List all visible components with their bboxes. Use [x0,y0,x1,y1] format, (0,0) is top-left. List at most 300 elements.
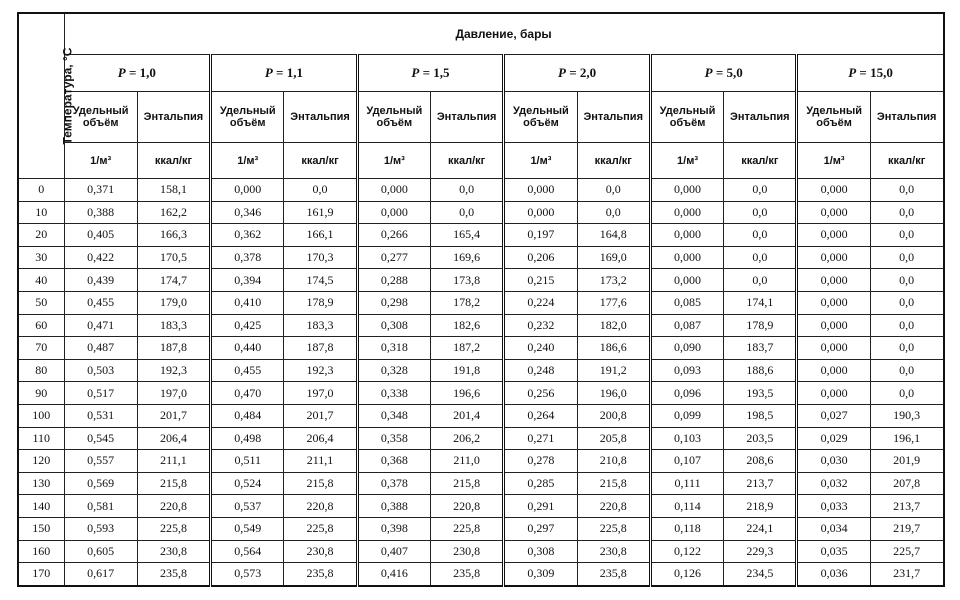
enthalpy-cell: 192,3 [284,359,357,382]
volume-cell: 0,338 [357,382,430,405]
volume-cell: 0,122 [650,540,723,563]
pressure-group-header [64,55,211,92]
enthalpy-cell: 0,0 [724,246,797,269]
enthalpy-cell: 0,0 [870,314,943,337]
volume-cell: 0,000 [650,201,723,224]
temperature-cell: 60 [18,314,64,337]
pressure-group-header [211,55,358,92]
volume-unit: 1/м³ [650,143,723,179]
table-row [18,337,944,360]
volume-unit: 1/м³ [504,143,577,179]
table-row [18,472,944,495]
enthalpy-cell: 231,7 [870,563,943,586]
volume-cell: 0,206 [504,246,577,269]
volume-cell: 0,266 [357,224,430,247]
pressure-value: 2,0 [579,65,597,80]
volume-cell: 0,545 [64,427,137,450]
pressure-group-header [357,55,504,92]
header-row-pressures [18,55,944,92]
enthalpy-cell: 0,0 [724,179,797,202]
volume-cell: 0,271 [504,427,577,450]
volume-cell: 0,029 [797,427,870,450]
enthalpy-cell: 187,2 [430,337,503,360]
volume-cell: 0,264 [504,404,577,427]
volume-cell: 0,328 [357,359,430,382]
volume-cell: 0,000 [650,269,723,292]
enthalpy-cell: 198,5 [724,404,797,427]
enthalpy-cell: 183,7 [724,337,797,360]
volume-cell: 0,388 [64,201,137,224]
enthalpy-cell: 173,8 [430,269,503,292]
volume-cell: 0,090 [650,337,723,360]
volume-cell: 0,036 [797,563,870,586]
volume-cell: 0,035 [797,540,870,563]
volume-cell: 0,000 [504,179,577,202]
volume-cell: 0,118 [650,517,723,540]
enthalpy-unit: ккал/кг [284,143,357,179]
enthalpy-cell: 0,0 [430,179,503,202]
enthalpy-cell: 182,0 [577,314,650,337]
temperature-cell: 0 [18,179,64,202]
volume-cell: 0,617 [64,563,137,586]
volume-cell: 0,487 [64,337,137,360]
specific-volume-header: Удельный объём [211,92,284,143]
equals-sign: = [272,65,287,80]
enthalpy-cell: 182,6 [430,314,503,337]
volume-cell: 0,549 [211,517,284,540]
volume-cell: 0,232 [504,314,577,337]
volume-cell: 0,439 [64,269,137,292]
volume-unit: 1/м³ [357,143,430,179]
volume-cell: 0,291 [504,495,577,518]
enthalpy-cell: 220,8 [284,495,357,518]
enthalpy-cell: 179,0 [137,291,210,314]
table-row [18,201,944,224]
enthalpy-cell: 164,8 [577,224,650,247]
volume-cell: 0,107 [650,450,723,473]
enthalpy-cell: 200,8 [577,404,650,427]
volume-cell: 0,087 [650,314,723,337]
enthalpy-cell: 0,0 [284,179,357,202]
pressure-header: Давление, бары [64,13,944,55]
volume-cell: 0,114 [650,495,723,518]
volume-cell: 0,581 [64,495,137,518]
volume-cell: 0,573 [211,563,284,586]
enthalpy-cell: 213,7 [870,495,943,518]
table-row [18,540,944,563]
volume-cell: 0,425 [211,314,284,337]
table-row [18,246,944,269]
table-row [18,291,944,314]
enthalpy-cell: 235,8 [577,563,650,586]
temperature-cell: 170 [18,563,64,586]
enthalpy-cell: 211,1 [284,450,357,473]
volume-cell: 0,030 [797,450,870,473]
equals-sign: = [419,65,434,80]
volume-cell: 0,000 [211,179,284,202]
volume-unit: 1/м³ [211,143,284,179]
volume-cell: 0,358 [357,427,430,450]
enthalpy-cell: 215,8 [284,472,357,495]
enthalpy-cell: 208,6 [724,450,797,473]
enthalpy-cell: 0,0 [870,246,943,269]
enthalpy-cell: 234,5 [724,563,797,586]
enthalpy-cell: 166,1 [284,224,357,247]
enthalpy-cell: 229,3 [724,540,797,563]
enthalpy-cell: 225,8 [284,517,357,540]
enthalpy-cell: 215,8 [430,472,503,495]
enthalpy-cell: 0,0 [724,269,797,292]
equals-sign: = [856,65,871,80]
enthalpy-cell: 161,9 [284,201,357,224]
enthalpy-cell: 201,7 [137,404,210,427]
enthalpy-cell: 183,3 [284,314,357,337]
temperature-cell: 100 [18,404,64,427]
volume-cell: 0,000 [797,359,870,382]
pressure-symbol: P [411,65,420,80]
volume-cell: 0,498 [211,427,284,450]
enthalpy-cell: 174,5 [284,269,357,292]
temperature-cell: 10 [18,201,64,224]
volume-cell: 0,308 [357,314,430,337]
table-row [18,269,944,292]
enthalpy-cell: 0,0 [870,359,943,382]
volume-cell: 0,531 [64,404,137,427]
specific-volume-header: Удельный объём [64,92,137,143]
equals-sign: = [712,65,727,80]
header-row-title [18,13,944,55]
enthalpy-cell: 158,1 [137,179,210,202]
volume-cell: 0,096 [650,382,723,405]
temperature-cell: 50 [18,291,64,314]
enthalpy-cell: 197,0 [284,382,357,405]
enthalpy-cell: 235,8 [137,563,210,586]
enthalpy-cell: 224,1 [724,517,797,540]
pressure-symbol: P [264,65,273,80]
table-row [18,314,944,337]
enthalpy-cell: 183,3 [137,314,210,337]
pressure-group-header [797,55,944,92]
volume-cell: 0,000 [797,201,870,224]
enthalpy-cell: 169,0 [577,246,650,269]
temperature-cell: 130 [18,472,64,495]
enthalpy-cell: 206,4 [284,427,357,450]
pressure-symbol: P [704,65,713,80]
temperature-cell: 160 [18,540,64,563]
enthalpy-cell: 220,8 [430,495,503,518]
enthalpy-cell: 219,7 [870,517,943,540]
enthalpy-cell: 230,8 [284,540,357,563]
volume-cell: 0,032 [797,472,870,495]
enthalpy-cell: 0,0 [870,337,943,360]
header-row-subheaders [18,92,944,143]
temperature-header-cell [18,13,75,179]
volume-cell: 0,394 [211,269,284,292]
volume-cell: 0,093 [650,359,723,382]
volume-cell: 0,285 [504,472,577,495]
volume-unit: 1/м³ [797,143,870,179]
enthalpy-cell: 201,9 [870,450,943,473]
enthalpy-cell: 215,8 [137,472,210,495]
enthalpy-cell: 0,0 [870,269,943,292]
enthalpy-unit: ккал/кг [870,143,943,179]
table-row [18,450,944,473]
volume-cell: 0,557 [64,450,137,473]
pressure-symbol: P [558,65,566,80]
enthalpy-cell: 201,4 [430,404,503,427]
volume-cell: 0,388 [357,495,430,518]
enthalpy-cell: 0,0 [870,179,943,202]
enthalpy-cell: 203,5 [724,427,797,450]
enthalpy-cell: 187,8 [284,337,357,360]
volume-cell: 0,455 [64,291,137,314]
enthalpy-cell: 178,9 [724,314,797,337]
volume-cell: 0,288 [357,269,430,292]
enthalpy-cell: 225,7 [870,540,943,563]
temperature-cell: 40 [18,269,64,292]
temperature-cell: 20 [18,224,64,247]
volume-cell: 0,111 [650,472,723,495]
volume-cell: 0,103 [650,427,723,450]
enthalpy-cell: 218,9 [724,495,797,518]
enthalpy-cell: 191,8 [430,359,503,382]
specific-volume-header: Удельный объём [504,92,577,143]
volume-cell: 0,034 [797,517,870,540]
volume-cell: 0,416 [357,563,430,586]
volume-cell: 0,027 [797,404,870,427]
volume-cell: 0,000 [797,314,870,337]
volume-cell: 0,000 [357,201,430,224]
volume-cell: 0,517 [64,382,137,405]
volume-cell: 0,318 [357,337,430,360]
enthalpy-cell: 0,0 [870,382,943,405]
enthalpy-cell: 192,3 [137,359,210,382]
volume-cell: 0,524 [211,472,284,495]
enthalpy-header: Энтальпия [284,92,357,143]
volume-cell: 0,000 [797,246,870,269]
enthalpy-cell: 230,8 [577,540,650,563]
volume-cell: 0,224 [504,291,577,314]
volume-cell: 0,405 [64,224,137,247]
volume-cell: 0,000 [650,179,723,202]
volume-cell: 0,000 [797,291,870,314]
enthalpy-cell: 215,8 [577,472,650,495]
pressure-value: 1,5 [433,65,450,80]
temperature-cell: 110 [18,427,64,450]
table-row [18,404,944,427]
table-row [18,427,944,450]
volume-cell: 0,348 [357,404,430,427]
volume-cell: 0,099 [650,404,723,427]
volume-cell: 0,000 [650,224,723,247]
enthalpy-cell: 169,6 [430,246,503,269]
enthalpy-cell: 165,4 [430,224,503,247]
volume-cell: 0,362 [211,224,284,247]
table-row [18,517,944,540]
enthalpy-cell: 235,8 [430,563,503,586]
pressure-symbol: P [848,65,857,80]
table-row [18,359,944,382]
temperature-cell: 90 [18,382,64,405]
volume-cell: 0,564 [211,540,284,563]
volume-cell: 0,000 [357,179,430,202]
equals-sign: = [125,65,140,80]
volume-cell: 0,085 [650,291,723,314]
volume-cell: 0,000 [797,269,870,292]
enthalpy-cell: 211,0 [430,450,503,473]
enthalpy-cell: 230,8 [430,540,503,563]
volume-unit: 1/м³ [64,143,137,179]
header-row-units [18,143,944,179]
volume-cell: 0,371 [64,179,137,202]
volume-cell: 0,126 [650,563,723,586]
volume-cell: 0,471 [64,314,137,337]
volume-cell: 0,455 [211,359,284,382]
enthalpy-cell: 193,5 [724,382,797,405]
enthalpy-cell: 197,0 [137,382,210,405]
temperature-cell: 30 [18,246,64,269]
volume-cell: 0,000 [797,382,870,405]
enthalpy-cell: 196,6 [430,382,503,405]
volume-cell: 0,593 [64,517,137,540]
enthalpy-cell: 0,0 [870,224,943,247]
enthalpy-cell: 188,6 [724,359,797,382]
enthalpy-header: Энтальпия [870,92,943,143]
specific-volume-header: Удельный объём [650,92,723,143]
volume-cell: 0,215 [504,269,577,292]
enthalpy-cell: 0,0 [430,201,503,224]
volume-cell: 0,000 [797,224,870,247]
enthalpy-cell: 220,8 [577,495,650,518]
volume-cell: 0,277 [357,246,430,269]
enthalpy-cell: 213,7 [724,472,797,495]
volume-cell: 0,033 [797,495,870,518]
volume-cell: 0,569 [64,472,137,495]
pressure-symbol: P [117,65,126,80]
pressure-value: 15,0 [870,65,893,80]
enthalpy-cell: 220,8 [137,495,210,518]
enthalpy-cell: 196,1 [870,427,943,450]
enthalpy-cell: 207,8 [870,472,943,495]
volume-cell: 0,278 [504,450,577,473]
enthalpy-cell: 0,0 [577,201,650,224]
table-row [18,563,944,586]
volume-cell: 0,240 [504,337,577,360]
pressure-value: 1,1 [286,65,303,80]
enthalpy-cell: 225,8 [577,517,650,540]
volume-cell: 0,410 [211,291,284,314]
temperature-cell: 80 [18,359,64,382]
temperature-cell: 150 [18,517,64,540]
enthalpy-cell: 205,8 [577,427,650,450]
enthalpy-cell: 166,3 [137,224,210,247]
volume-cell: 0,537 [211,495,284,518]
table-row [18,495,944,518]
pressure-value: 1,0 [139,65,156,80]
temperature-header: Температура, °C [60,47,75,145]
table-row [18,382,944,405]
volume-cell: 0,297 [504,517,577,540]
pressure-value: 5,0 [726,65,743,80]
volume-cell: 0,440 [211,337,284,360]
enthalpy-cell: 174,7 [137,269,210,292]
equals-sign: = [565,65,580,80]
pressure-group-header [504,55,651,92]
volume-cell: 0,378 [357,472,430,495]
enthalpy-cell: 170,5 [137,246,210,269]
volume-cell: 0,346 [211,201,284,224]
enthalpy-cell: 0,0 [577,179,650,202]
volume-cell: 0,298 [357,291,430,314]
enthalpy-cell: 0,0 [724,224,797,247]
enthalpy-cell: 191,2 [577,359,650,382]
volume-cell: 0,368 [357,450,430,473]
enthalpy-cell: 235,8 [284,563,357,586]
volume-cell: 0,248 [504,359,577,382]
volume-cell: 0,000 [650,246,723,269]
enthalpy-unit: ккал/кг [430,143,503,179]
enthalpy-cell: 196,0 [577,382,650,405]
enthalpy-unit: ккал/кг [137,143,210,179]
temperature-cell: 70 [18,337,64,360]
enthalpy-cell: 225,8 [137,517,210,540]
enthalpy-cell: 178,2 [430,291,503,314]
volume-cell: 0,422 [64,246,137,269]
volume-cell: 0,398 [357,517,430,540]
volume-cell: 0,256 [504,382,577,405]
volume-cell: 0,000 [797,337,870,360]
volume-cell: 0,378 [211,246,284,269]
steam-table-container [17,12,945,587]
enthalpy-unit: ккал/кг [724,143,797,179]
enthalpy-header: Энтальпия [137,92,210,143]
enthalpy-cell: 230,8 [137,540,210,563]
specific-volume-header: Удельный объём [357,92,430,143]
enthalpy-cell: 187,8 [137,337,210,360]
enthalpy-header: Энтальпия [430,92,503,143]
table-row [18,224,944,247]
volume-cell: 0,605 [64,540,137,563]
temperature-cell: 120 [18,450,64,473]
volume-cell: 0,503 [64,359,137,382]
volume-cell: 0,308 [504,540,577,563]
enthalpy-cell: 0,0 [870,201,943,224]
enthalpy-cell: 190,3 [870,404,943,427]
volume-cell: 0,470 [211,382,284,405]
table-row [18,179,944,202]
volume-cell: 0,309 [504,563,577,586]
enthalpy-cell: 173,2 [577,269,650,292]
temperature-cell: 140 [18,495,64,518]
volume-cell: 0,511 [211,450,284,473]
enthalpy-header: Энтальпия [577,92,650,143]
enthalpy-cell: 0,0 [724,201,797,224]
volume-cell: 0,197 [504,224,577,247]
enthalpy-cell: 206,2 [430,427,503,450]
volume-cell: 0,000 [797,179,870,202]
enthalpy-cell: 186,6 [577,337,650,360]
specific-volume-header: Удельный объём [797,92,870,143]
enthalpy-cell: 174,1 [724,291,797,314]
pressure-group-header [650,55,797,92]
enthalpy-cell: 211,1 [137,450,210,473]
enthalpy-cell: 206,4 [137,427,210,450]
enthalpy-header: Энтальпия [724,92,797,143]
table-body [18,179,944,586]
enthalpy-cell: 162,2 [137,201,210,224]
enthalpy-cell: 170,3 [284,246,357,269]
volume-cell: 0,000 [504,201,577,224]
